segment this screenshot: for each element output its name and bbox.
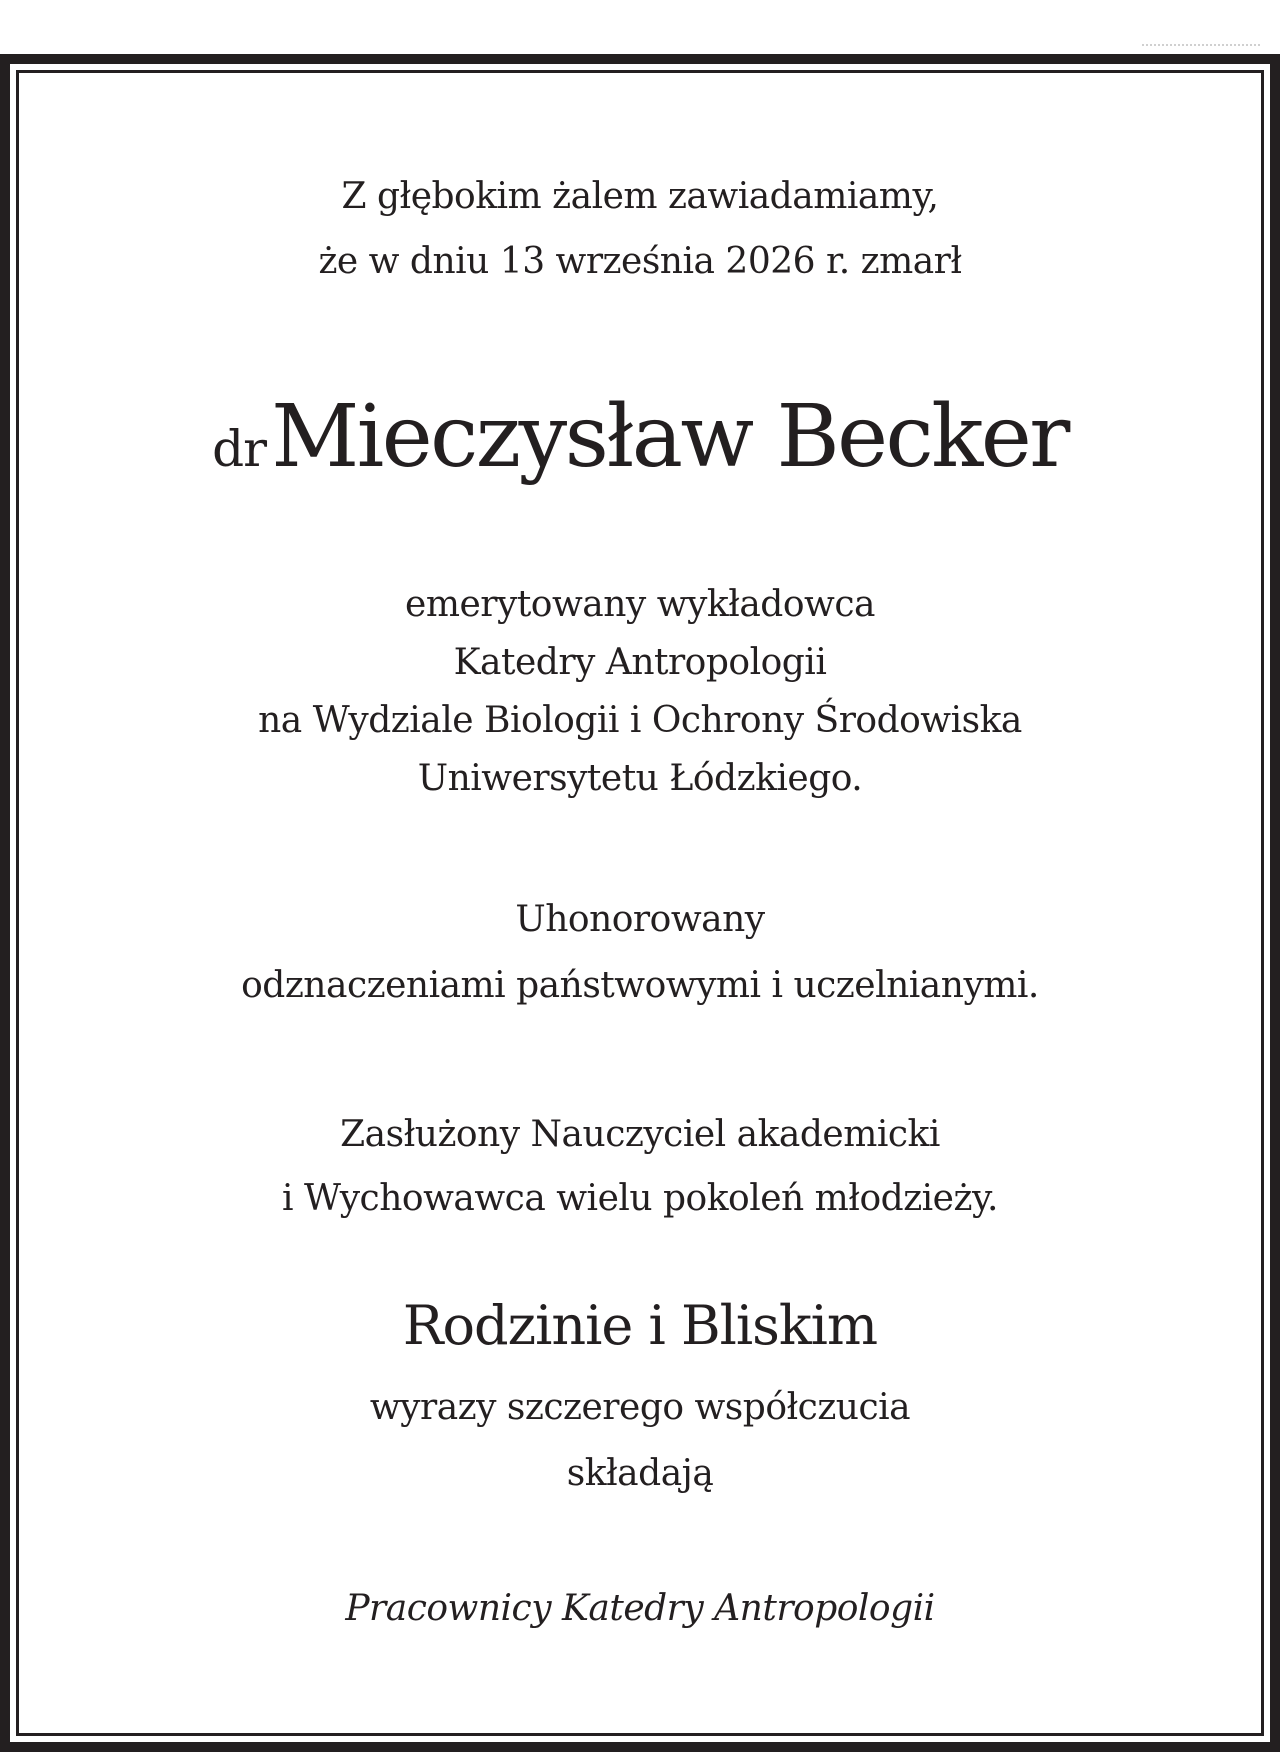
honors-line: Uhonorowany	[515, 899, 765, 940]
role-line: Katedry Antropologii	[453, 642, 827, 683]
merits-line: Zasłużony Nauczyciel akademicki	[340, 1114, 940, 1155]
condolences-line: składają	[566, 1453, 714, 1494]
scan-artifact	[1142, 44, 1260, 46]
intro-line: że w dniu 13 września 2026 r. zmarł	[318, 241, 962, 282]
obituary-outer-frame	[0, 54, 1280, 1752]
role-line: na Wydziale Biologii i Ochrony Środowiska	[258, 700, 1022, 741]
signature: Pracownicy Katedry Antropologii	[345, 1588, 935, 1629]
merits-line: i Wychowawca wielu pokoleń młodzieży.	[282, 1178, 998, 1219]
intro-line: Z głębokim żalem zawiadamiamy,	[341, 176, 939, 217]
role-description	[10, 576, 1270, 808]
role-line: emerytowany wykładowca	[405, 584, 875, 625]
honors-line: odznaczeniami państwowymi i uczelnianymi.	[241, 965, 1039, 1006]
academic-title: dr	[212, 420, 267, 478]
condolences-line: wyrazy szczerego współczucia	[369, 1387, 911, 1428]
family-heading: Rodzinie i Bliskim	[402, 1294, 878, 1357]
intro-text	[10, 164, 1270, 294]
deceased-name	[10, 382, 1270, 516]
condolences-text	[10, 1375, 1270, 1507]
role-line: Uniwersytetu Łódzkiego.	[417, 758, 863, 799]
full-name: Mieczysław Becker	[271, 387, 1068, 487]
merits-text	[10, 1103, 1270, 1231]
honors-text	[10, 887, 1270, 1019]
